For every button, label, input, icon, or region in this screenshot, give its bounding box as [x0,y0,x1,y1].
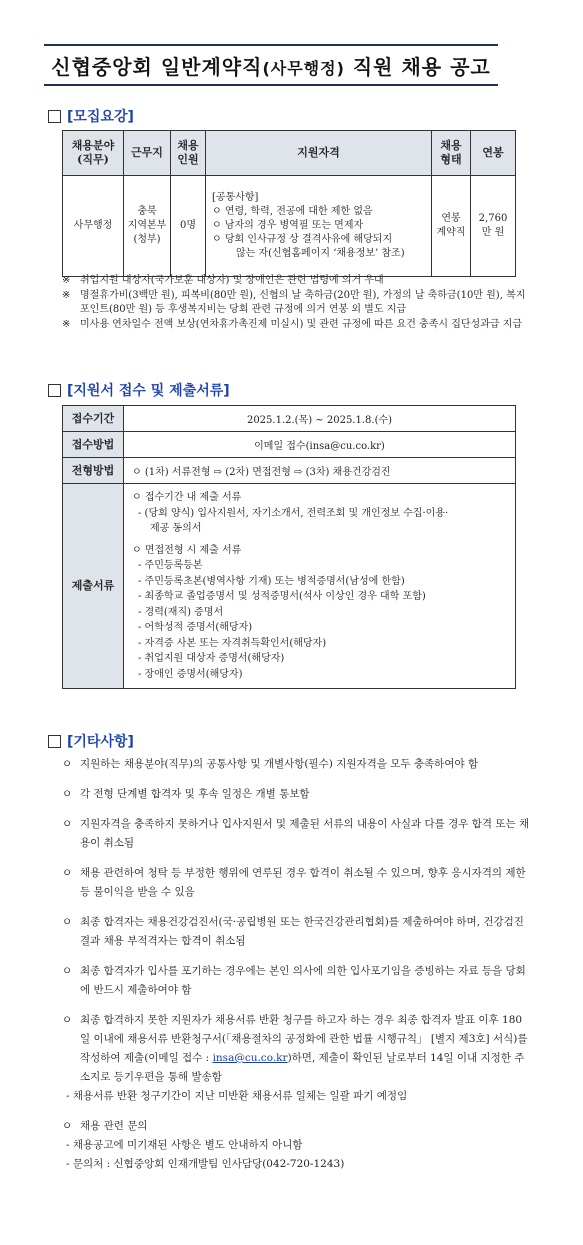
page-title: 신협중앙회 일반계약직(사무행정) 직원 채용 공고 [51,54,491,79]
value-docs: ㅇ 접수기간 내 제출 서류 - (당회 양식) 입사지원서, 자기소개서, 전력조회 및 개인정보 수집·이용· 제공 동의서 ㅇ 면접전형 시 제출 서류 - 주민등록등본 - 주민등록초본(병역사항 기재) 또는 병적증명서(남성에 한함) - 최종학교 졸업증명서 및 성적증명서(석사 이상인 경우 대학 포함) - 경력(재직) 증명서 - 어학성적 증명서(해당자) - 자격증 사본 또는 자격취득확인서(해당자) - 취업지원 대상자 증명서(해당자) - 장애인 증명서(해당자) [124,484,516,689]
label-docs: 제출서류 [63,484,124,689]
checkbox-square-icon [48,110,61,123]
header-location: 근무지 [124,131,171,176]
cell-field: 사무행정 [63,176,124,277]
section-heading-recruit: [모집요강] [48,106,134,126]
contact-line: - 문의처 : 신협중앙회 인재개발팀 인사담당(042-720-1243) [66,1158,345,1170]
note-item: ※ 명절휴가비(3백만 원), 피복비(80만 원), 신협의 날 축하금(20만 원), 가정의 날 축하금(10만 원), 복지포인트(80만 원) 등 후생복지비는 당회 관련 규정에 의거 연봉 외 별도 지급 [62,290,526,315]
header-qualification: 지원자격 [206,131,432,176]
apply-table [62,405,516,689]
title-banner [44,44,498,86]
cell-count: 0명 [171,176,206,277]
section-heading-misc: [기타사항] [48,731,134,751]
value-period: 2025.1.2.(목) ~ 2025.1.8.(수) [124,406,516,432]
misc-list [62,755,532,1174]
misc-item: ㅇ 지원자격을 충족하지 못하거나 입사지원서 및 제출된 서류의 내용이 사실과 다를 경우 합격 또는 채용이 취소됨 [62,818,530,849]
cell-salary: 2,760 만 원 [471,176,516,277]
misc-item-refund: ㅇ 최종 합격하지 못한 지원자가 채용서류 반환 청구를 하고자 하는 경우 최종 합격자 발표 이후 180일 이내에 채용서류 반환청구서(「채용절차의 공정화에 관한 법률 시행규칙」 [별지 제3호] 서식)를 작성하여 제출(이메일 접수 : insa@cu.co.kr)하면, 제출이 확인된 날로부터 14일 이내 지정한 주소지로 등기우편을 통해 발송함 [62,1014,528,1083]
misc-item: ㅇ 최종 합격자는 채용건강검진서(국·공립병원 또는 한국건강관리협회)를 제출하여야 하며, 건강검진결과 채용 부적격자는 합격이 취소됨 [62,916,524,947]
header-salary: 연봉 [471,131,516,176]
misc-refund-dash: - 채용서류 반환 청구기간이 지난 미반환 채용서류 일체는 일괄 파기 예정임 [66,1090,408,1102]
label-method: 접수방법 [63,432,124,458]
misc-item: ㅇ 각 전형 단계별 합격자 및 후속 일정은 개별 통보함 [62,788,310,800]
misc-item-contact: ㅇ 채용 관련 문의 [62,1120,148,1132]
cell-location: 충북 지역본부 (청부) [124,176,171,277]
notes-list [62,274,532,333]
label-process: 전형방법 [63,458,124,484]
header-field: 채용분야 (직무) [63,131,124,176]
contact-line: - 채용공고에 미기재된 사항은 별도 안내하지 아니함 [66,1139,303,1151]
cell-type: 연봉 계약직 [432,176,471,277]
misc-item: ㅇ 최종 합격자가 입사를 포기하는 경우에는 본인 의사에 의한 입사포기임을 증빙하는 자료 등을 당회에 반드시 제출하여야 함 [62,965,526,996]
value-process: ㅇ (1차) 서류전형 ⇨ (2차) 면접전형 ⇨ (3차) 채용건강검진 [124,458,516,484]
header-type: 채용 형태 [432,131,471,176]
value-method: 이메일 접수(insa@cu.co.kr) [124,432,516,458]
note-item: ※ 미사용 연차일수 전액 보상(연차휴가촉진제 미실시) 및 관련 규정에 따른 요건 충족시 집단성과급 지급 [62,319,523,330]
checkbox-square-icon [48,735,61,748]
checkbox-square-icon [48,384,61,397]
label-period: 접수기간 [63,406,124,432]
note-item: ※ 취업지원 대상자(국가보훈 대상자) 및 장애인은 관련 법령에 의거 우대 [62,275,384,286]
header-count: 채용 인원 [171,131,206,176]
misc-item: ㅇ 채용 관련하여 청탁 등 부정한 행위에 연루된 경우 합격이 취소될 수 있으며, 향후 응시자격의 제한 등 불이익을 받을 수 있음 [62,867,526,898]
section-heading-apply: [지원서 접수 및 제출서류] [48,380,230,400]
misc-item: ㅇ 지원하는 채용분야(직무)의 공통사항 및 개별사항(필수) 지원자격을 모두 충족하여야 함 [62,758,479,770]
email-link[interactable]: insa@cu.co.kr [212,1052,288,1064]
cell-qualification: [공통사항] ㅇ 연령, 학력, 전공에 대한 제한 없음 ㅇ 남자의 경우 병역필 또는 면제자 ㅇ 당회 인사규정 상 결격사유에 해당되지 않는 자(신협홈페이지 ‘채용정보’ 참조) [206,176,432,277]
recruit-table [62,130,516,277]
